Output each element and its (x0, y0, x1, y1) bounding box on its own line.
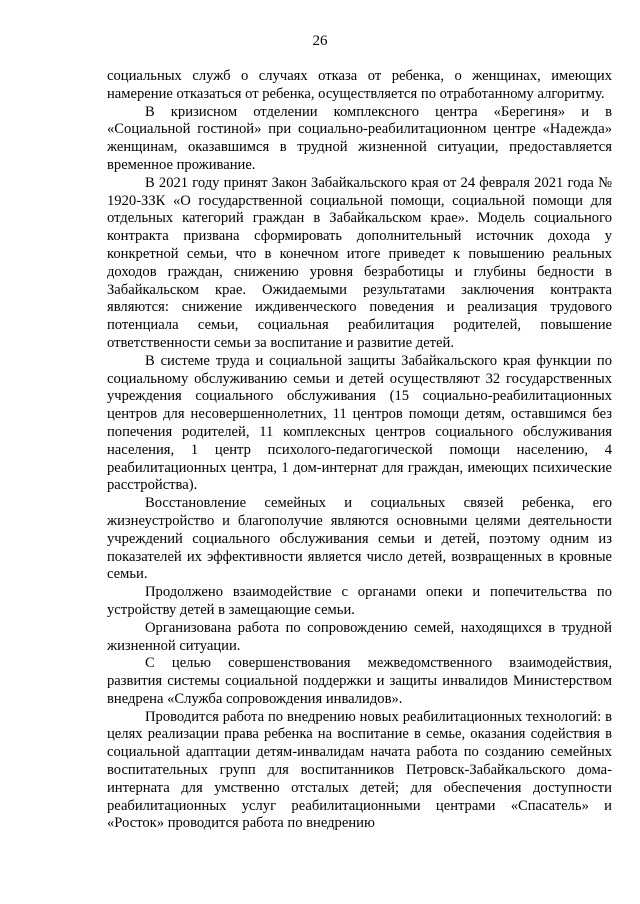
paragraph: В кризисном отделении комплексного центра «Берегиня» и в «Социальной гостиной» при социально-реабилитационном центре «Надежда» женщинам, оказавшимся в трудной жизненной ситуации, предоставляется временное проживание. (107, 103, 612, 173)
page-number: 26 (312, 33, 328, 49)
paragraph: Восстановление семейных и социальных связей ребенка, его жизнеустройство и благополучие являются основными целями деятельности учреждений социального обслуживания семьи и детей, поэтому одним из показателей их эффективности является число детей, возвращенных в кровные семьи. (107, 495, 612, 583)
paragraph: С целью совершенствования межведомственного взаимодействия, развития системы социальной поддержки и защиты инвалидов Министерством внедрена «Служба сопровождения инвалидов». (107, 655, 612, 707)
paragraph: Проводится работа по внедрению новых реабилитационных технологий: в целях реализации права ребенка на воспитание в семье, оказания содействия в социальной адаптации детям-инвалидам начата работа по созданию семейных воспитательных групп для воспитанников Петровск-Забайкальского дома-интерната для умственно отсталых детей; для обеспечения доступности реабилитационных услуг реабилитационными центрами «Спасатель» и «Росток» проводится работа по внедрению (107, 708, 612, 832)
paragraph: В 2021 году принят Закон Забайкальского края от 24 февраля 2021 года № 1920-ЗЗК «О государственной социальной помощи, социальной помощи для отдельных категорий граждан в Забайкальском крае». Модель социального контракта призвана сформировать дополнительный источник дохода у конкретной семьи, что в конечном итоге приведет к повышению реальных доходов граждан, снижению уровня безработицы и глубины бедности в Забайкальском крае. Ожидаемыми результатами заключения контракта являются: снижение иждивенческого поведения и реализация трудового потенциала семьи, социальная реабилитация родителей, повышение ответственности семьи за воспитание и развитие детей. (107, 174, 612, 351)
paragraph: Продолжено взаимодействие с органами опеки и попечительства по устройству детей в замещающие семьи. (107, 584, 612, 618)
paragraph: В системе труда и социальной защиты Забайкальского края функции по социальному обслуживанию семьи и детей осуществляют 32 государственных учреждения социального обслуживания (15 социально-реабилитационных центров для несовершеннолетних, 11 центров помощи детям, оставшимся без попечения родителей, 11 комплексных центров социального обслуживания населения, 1 центр психолого-педагогической помощи населению, 4 реабилитационных центра, 1 дом-интернат для граждан, имеющих психические расстройства). (107, 352, 612, 494)
paragraph: Организована работа по сопровождению семей, находящихся в трудной жизненной ситуации. (107, 619, 612, 654)
body-text (107, 68, 612, 833)
paragraph: социальных служб о случаях отказа от ребенка, о женщинах, имеющих намерение отказаться от ребенка, осуществляется по отработанному алгоритму. (107, 68, 612, 102)
